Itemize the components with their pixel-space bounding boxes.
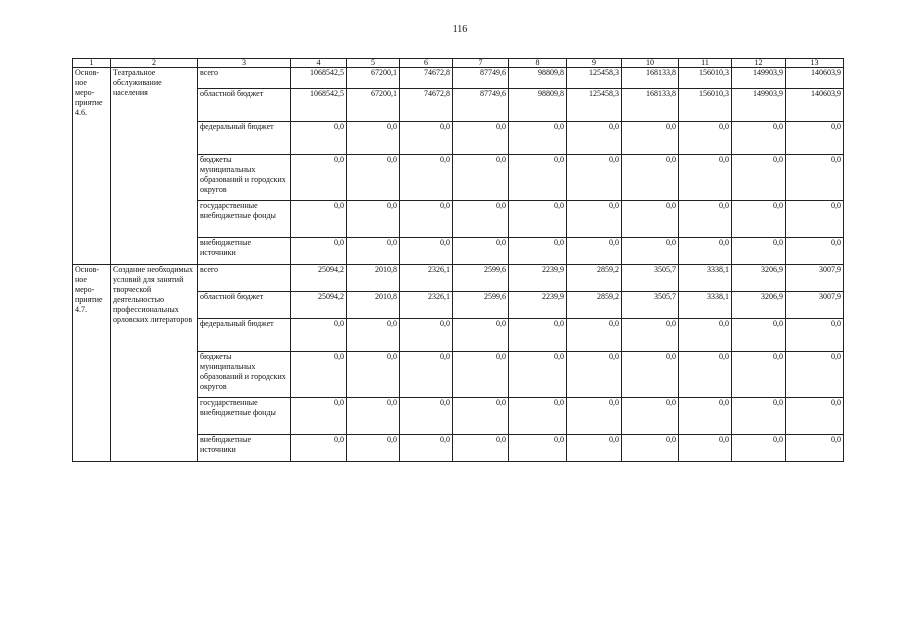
- amount-cell: 0,0: [291, 319, 347, 352]
- amount-cell: 0,0: [732, 201, 786, 238]
- amount-cell: 0,0: [622, 238, 679, 265]
- amount-cell: 0,0: [679, 398, 732, 435]
- amount-cell: 156010,3: [679, 89, 732, 122]
- amount-cell: 0,0: [732, 238, 786, 265]
- amount-cell: 3206,9: [732, 292, 786, 319]
- amount-cell: 0,0: [786, 238, 844, 265]
- amount-cell: 3007,9: [786, 265, 844, 292]
- amount-cell: 0,0: [291, 238, 347, 265]
- column-number: 2: [111, 59, 198, 68]
- amount-cell: 2599,6: [453, 292, 509, 319]
- amount-cell: 0,0: [679, 201, 732, 238]
- amount-cell: 0,0: [291, 435, 347, 462]
- amount-cell: 125458,3: [567, 68, 622, 89]
- amount-cell: 3338,1: [679, 292, 732, 319]
- column-number: 11: [679, 59, 732, 68]
- amount-cell: 0,0: [347, 352, 400, 398]
- amount-cell: 2859,2: [567, 265, 622, 292]
- column-number: 1: [73, 59, 111, 68]
- amount-cell: 0,0: [453, 352, 509, 398]
- amount-cell: 0,0: [347, 201, 400, 238]
- amount-cell: 1068542,5: [291, 89, 347, 122]
- budget-table: [72, 58, 844, 462]
- amount-cell: 0,0: [622, 155, 679, 201]
- amount-cell: 2326,1: [400, 292, 453, 319]
- amount-cell: 25094,2: [291, 292, 347, 319]
- amount-cell: 74672,8: [400, 89, 453, 122]
- amount-cell: 149903,9: [732, 89, 786, 122]
- amount-cell: 0,0: [400, 352, 453, 398]
- amount-cell: 0,0: [567, 435, 622, 462]
- amount-cell: 0,0: [347, 319, 400, 352]
- amount-cell: 0,0: [567, 238, 622, 265]
- table-body: [73, 68, 844, 462]
- amount-cell: 0,0: [347, 238, 400, 265]
- table-row: [73, 68, 844, 89]
- amount-cell: 0,0: [679, 435, 732, 462]
- amount-cell: 0,0: [400, 319, 453, 352]
- amount-cell: 168133,8: [622, 68, 679, 89]
- funding-source: бюджеты муниципальных образований и городских округов: [198, 155, 291, 201]
- amount-cell: 1068542,5: [291, 68, 347, 89]
- amount-cell: 0,0: [567, 398, 622, 435]
- amount-cell: 0,0: [509, 155, 567, 201]
- amount-cell: 0,0: [291, 122, 347, 155]
- amount-cell: 0,0: [622, 201, 679, 238]
- amount-cell: 0,0: [567, 352, 622, 398]
- header-row: [73, 59, 844, 68]
- amount-cell: 0,0: [679, 319, 732, 352]
- amount-cell: 0,0: [732, 352, 786, 398]
- funding-source: федеральный бюджет: [198, 122, 291, 155]
- funding-source: государственные внебюджетные фонды: [198, 201, 291, 238]
- funding-source: всего: [198, 68, 291, 89]
- amount-cell: 0,0: [453, 201, 509, 238]
- amount-cell: 0,0: [679, 122, 732, 155]
- amount-cell: 0,0: [509, 398, 567, 435]
- funding-source: внебюджетные источники: [198, 238, 291, 265]
- amount-cell: 156010,3: [679, 68, 732, 89]
- amount-cell: 0,0: [786, 319, 844, 352]
- column-number: 10: [622, 59, 679, 68]
- amount-cell: 0,0: [622, 319, 679, 352]
- funding-source: внебюджетные источники: [198, 435, 291, 462]
- amount-cell: 0,0: [453, 122, 509, 155]
- amount-cell: 87749,6: [453, 89, 509, 122]
- amount-cell: 0,0: [509, 238, 567, 265]
- amount-cell: 0,0: [347, 435, 400, 462]
- amount-cell: 0,0: [509, 352, 567, 398]
- funding-source: областной бюджет: [198, 89, 291, 122]
- funding-source: областной бюджет: [198, 292, 291, 319]
- amount-cell: 0,0: [622, 122, 679, 155]
- amount-cell: 0,0: [347, 122, 400, 155]
- column-number: 13: [786, 59, 844, 68]
- column-number: 3: [198, 59, 291, 68]
- amount-cell: 0,0: [567, 155, 622, 201]
- measure-name: Создание необходимых условий для занятий творческой деятельностью профессиональных орловских литераторов: [111, 265, 198, 462]
- amount-cell: 2326,1: [400, 265, 453, 292]
- column-number: 8: [509, 59, 567, 68]
- amount-cell: 67200,1: [347, 89, 400, 122]
- amount-cell: 125458,3: [567, 89, 622, 122]
- amount-cell: 0,0: [622, 398, 679, 435]
- amount-cell: 3505,7: [622, 292, 679, 319]
- amount-cell: 2010,8: [347, 292, 400, 319]
- amount-cell: 0,0: [347, 398, 400, 435]
- column-number: 9: [567, 59, 622, 68]
- amount-cell: 3338,1: [679, 265, 732, 292]
- amount-cell: 2239,9: [509, 292, 567, 319]
- amount-cell: 0,0: [453, 319, 509, 352]
- amount-cell: 0,0: [509, 319, 567, 352]
- amount-cell: 0,0: [567, 122, 622, 155]
- amount-cell: 0,0: [400, 398, 453, 435]
- amount-cell: 0,0: [732, 122, 786, 155]
- amount-cell: 2239,9: [509, 265, 567, 292]
- column-number: 12: [732, 59, 786, 68]
- amount-cell: 0,0: [786, 352, 844, 398]
- column-number: 5: [347, 59, 400, 68]
- amount-cell: 0,0: [622, 435, 679, 462]
- amount-cell: 0,0: [291, 155, 347, 201]
- amount-cell: 0,0: [786, 155, 844, 201]
- amount-cell: 25094,2: [291, 265, 347, 292]
- amount-cell: 0,0: [453, 435, 509, 462]
- amount-cell: 0,0: [786, 398, 844, 435]
- amount-cell: 3206,9: [732, 265, 786, 292]
- table-header: [73, 59, 844, 68]
- amount-cell: 2599,6: [453, 265, 509, 292]
- amount-cell: 0,0: [732, 155, 786, 201]
- amount-cell: 2859,2: [567, 292, 622, 319]
- amount-cell: 0,0: [400, 238, 453, 265]
- amount-cell: 0,0: [453, 238, 509, 265]
- amount-cell: 0,0: [400, 155, 453, 201]
- table-row: [73, 265, 844, 292]
- funding-source: бюджеты муниципальных образований и городских округов: [198, 352, 291, 398]
- amount-cell: 0,0: [291, 398, 347, 435]
- amount-cell: 0,0: [509, 435, 567, 462]
- amount-cell: 0,0: [291, 201, 347, 238]
- amount-cell: 0,0: [509, 122, 567, 155]
- amount-cell: 140603,9: [786, 89, 844, 122]
- amount-cell: 3007,9: [786, 292, 844, 319]
- amount-cell: 0,0: [679, 352, 732, 398]
- funding-source: федеральный бюджет: [198, 319, 291, 352]
- amount-cell: 0,0: [347, 155, 400, 201]
- amount-cell: 0,0: [679, 238, 732, 265]
- amount-cell: 0,0: [509, 201, 567, 238]
- funding-source: государственные внебюджетные фонды: [198, 398, 291, 435]
- amount-cell: 2010,8: [347, 265, 400, 292]
- amount-cell: 98809,8: [509, 89, 567, 122]
- amount-cell: 0,0: [453, 155, 509, 201]
- column-number: 7: [453, 59, 509, 68]
- amount-cell: 74672,8: [400, 68, 453, 89]
- amount-cell: 0,0: [786, 201, 844, 238]
- amount-cell: 168133,8: [622, 89, 679, 122]
- amount-cell: 0,0: [732, 319, 786, 352]
- amount-cell: 0,0: [786, 435, 844, 462]
- amount-cell: 0,0: [291, 352, 347, 398]
- measure-name: Театральное обслуживание населения: [111, 68, 198, 265]
- amount-cell: 149903,9: [732, 68, 786, 89]
- amount-cell: 98809,8: [509, 68, 567, 89]
- amount-cell: 0,0: [400, 201, 453, 238]
- measure-code: Основ-ное меро-приятие 4.7.: [73, 265, 111, 462]
- amount-cell: 0,0: [622, 352, 679, 398]
- amount-cell: 3505,7: [622, 265, 679, 292]
- column-number: 4: [291, 59, 347, 68]
- amount-cell: 87749,6: [453, 68, 509, 89]
- page-number: 116: [452, 24, 468, 35]
- amount-cell: 67200,1: [347, 68, 400, 89]
- amount-cell: 0,0: [567, 319, 622, 352]
- column-number: 6: [400, 59, 453, 68]
- amount-cell: 0,0: [679, 155, 732, 201]
- amount-cell: 0,0: [567, 201, 622, 238]
- amount-cell: 0,0: [453, 398, 509, 435]
- amount-cell: 0,0: [400, 122, 453, 155]
- amount-cell: 0,0: [732, 398, 786, 435]
- funding-source: всего: [198, 265, 291, 292]
- amount-cell: 0,0: [400, 435, 453, 462]
- amount-cell: 0,0: [732, 435, 786, 462]
- amount-cell: 140603,9: [786, 68, 844, 89]
- measure-code: Основ-ное меро-приятие 4.6.: [73, 68, 111, 265]
- amount-cell: 0,0: [786, 122, 844, 155]
